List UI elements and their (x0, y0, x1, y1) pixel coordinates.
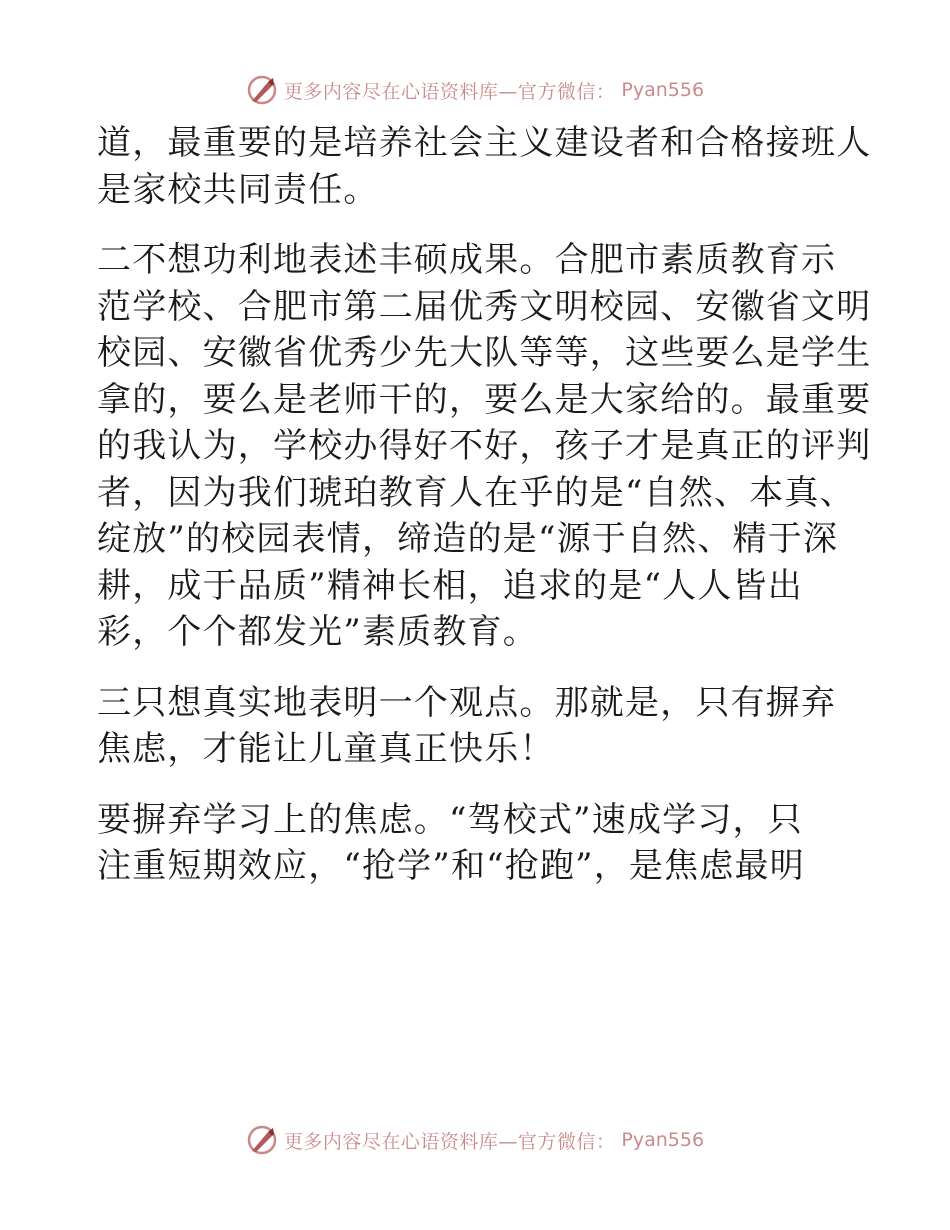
text-line: 绽放”的校园表情，缔造的是“源于自然、精于深 (97, 519, 839, 559)
footer-watermark (0, 1120, 950, 1160)
text-line: 的我认为，学校办得好不好，孩子才是真正的评判 (97, 426, 872, 466)
text-line: 焦虑，才能让儿童真正快乐！ (97, 729, 555, 769)
text-line: 要摒弃学习上的焦虑。“驾校式”速成学习，只 (97, 799, 803, 840)
text-line: 二不想功利地表述丰硕成果。合肥市素质教育示 (97, 240, 837, 280)
text-line: 校园、安徽省优秀少先大队等等，这些要么是学生 (97, 333, 872, 373)
watermark-text: 更多内容尽在心语资料库—官方微信： (283, 80, 616, 103)
paragraph-3 (97, 680, 857, 773)
text-line: 是家校共同责任。 (97, 169, 379, 210)
text-line: 注重短期效应，“抢学”和“抢跑”，是焦虑最明 (97, 846, 805, 886)
watermark-text: 更多内容尽在心语资料库—官方微信： (283, 1130, 616, 1153)
paragraph-1 (97, 120, 872, 213)
quill-pen-logo-icon (246, 1124, 278, 1156)
watermark-account: Pyan556 (621, 1129, 705, 1151)
text-line: 彩，个个都发光”素质教育。 (97, 612, 538, 652)
text-line: 范学校、合肥市第二届优秀文明校园、安徽省文明 (97, 286, 872, 327)
watermark-account: Pyan556 (621, 79, 705, 101)
text-line: 耕，成于品质”精神长相，追求的是“人人皆出 (97, 565, 803, 606)
text-line: 者，因为我们琥珀教育人在乎的是“自然、本真、 (97, 472, 855, 513)
header-watermark (0, 70, 950, 110)
document-body (97, 120, 872, 890)
text-line: 三只想真实地表明一个观点。那就是，只有摒弃 (97, 682, 837, 723)
paragraph-2 (97, 237, 872, 656)
text-line: 道，最重要的是培养社会主义建设者和合格接班人 (97, 123, 872, 163)
quill-pen-logo-icon (246, 74, 278, 106)
paragraph-4 (97, 797, 857, 890)
text-line: 拿的，要么是老师干的，要么是大家给的。最重要 (97, 379, 872, 420)
